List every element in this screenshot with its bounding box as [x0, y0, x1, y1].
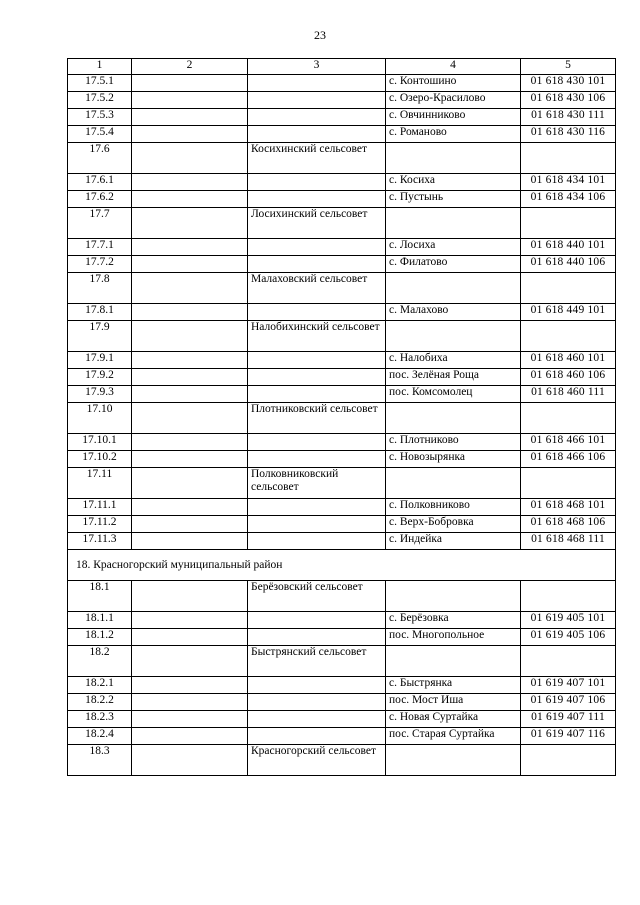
- row-number-cell: 17.5.2: [68, 92, 132, 109]
- council-name-cell: [248, 629, 386, 646]
- council-row: [68, 745, 616, 776]
- column-2-cell: [132, 273, 248, 304]
- row-number-cell: 17.5.1: [68, 75, 132, 92]
- settlement-name-cell: с. Плотниково: [386, 434, 521, 451]
- settlement-name-cell: [386, 403, 521, 434]
- okato-code-cell: 01 619 405 106: [521, 629, 616, 646]
- council-name-cell: Лосихинский сельсовет: [248, 208, 386, 239]
- council-row: [68, 581, 616, 612]
- row-number-cell: 17.11.1: [68, 499, 132, 516]
- okato-code-cell: 01 618 466 101: [521, 434, 616, 451]
- column-header-5: 5: [521, 59, 616, 75]
- table-header-row: [68, 59, 616, 75]
- settlement-row: [68, 304, 616, 321]
- settlement-name-cell: с. Овчинниково: [386, 109, 521, 126]
- okato-code-cell: 01 618 468 106: [521, 516, 616, 533]
- okato-code-cell: [521, 745, 616, 776]
- column-2-cell: [132, 369, 248, 386]
- settlement-row: [68, 386, 616, 403]
- council-name-cell: [248, 369, 386, 386]
- okato-code-cell: [521, 403, 616, 434]
- okato-code-cell: 01 618 466 106: [521, 451, 616, 468]
- okato-code-cell: [521, 646, 616, 677]
- council-name-cell: [248, 256, 386, 273]
- column-2-cell: [132, 75, 248, 92]
- okato-code-cell: [521, 143, 616, 174]
- council-row: [68, 646, 616, 677]
- row-number-cell: 17.6.2: [68, 191, 132, 208]
- settlement-name-cell: с. Филатово: [386, 256, 521, 273]
- council-row: [68, 403, 616, 434]
- column-2-cell: [132, 321, 248, 352]
- council-name-cell: [248, 126, 386, 143]
- okato-code-cell: 01 619 407 101: [521, 677, 616, 694]
- row-number-cell: 17.7.1: [68, 239, 132, 256]
- settlement-row: [68, 174, 616, 191]
- settlement-name-cell: с. Озеро-Красилово: [386, 92, 521, 109]
- settlement-row: [68, 499, 616, 516]
- row-number-cell: 18.1.2: [68, 629, 132, 646]
- settlement-name-cell: [386, 646, 521, 677]
- column-2-cell: [132, 516, 248, 533]
- settlement-name-cell: с. Пустынь: [386, 191, 521, 208]
- okato-code-cell: 01 618 434 106: [521, 191, 616, 208]
- council-name-cell: Полковниковский сельсовет: [248, 468, 386, 499]
- column-2-cell: [132, 711, 248, 728]
- okato-code-cell: 01 618 430 111: [521, 109, 616, 126]
- okato-code-cell: 01 619 407 106: [521, 694, 616, 711]
- okato-code-cell: 01 618 440 101: [521, 239, 616, 256]
- column-2-cell: [132, 174, 248, 191]
- council-row: [68, 143, 616, 174]
- row-number-cell: 18.1.1: [68, 612, 132, 629]
- okato-code-cell: 01 618 430 101: [521, 75, 616, 92]
- column-2-cell: [132, 612, 248, 629]
- row-number-cell: 17.9.1: [68, 352, 132, 369]
- council-name-cell: [248, 612, 386, 629]
- district-heading-row: [68, 550, 616, 581]
- council-name-cell: [248, 694, 386, 711]
- settlement-name-cell: с. Романово: [386, 126, 521, 143]
- settlement-row: [68, 629, 616, 646]
- settlement-name-cell: пос. Комсомолец: [386, 386, 521, 403]
- settlement-name-cell: с. Косиха: [386, 174, 521, 191]
- council-name-cell: [248, 434, 386, 451]
- row-number-cell: 17.10.1: [68, 434, 132, 451]
- council-name-cell: Косихинский сельсовет: [248, 143, 386, 174]
- okato-code-cell: [521, 208, 616, 239]
- okato-code-cell: 01 618 440 106: [521, 256, 616, 273]
- council-name-cell: [248, 75, 386, 92]
- settlement-name-cell: с. Индейка: [386, 533, 521, 550]
- column-2-cell: [132, 126, 248, 143]
- column-2-cell: [132, 499, 248, 516]
- column-2-cell: [132, 109, 248, 126]
- council-name-cell: Берёзовский сельсовет: [248, 581, 386, 612]
- settlement-name-cell: с. Налобиха: [386, 352, 521, 369]
- row-number-cell: 17.8.1: [68, 304, 132, 321]
- settlement-name-cell: [386, 581, 521, 612]
- council-name-cell: [248, 352, 386, 369]
- okato-code-cell: 01 618 460 111: [521, 386, 616, 403]
- council-name-cell: [248, 92, 386, 109]
- settlement-row: [68, 434, 616, 451]
- council-name-cell: [248, 728, 386, 745]
- settlement-row: [68, 191, 616, 208]
- council-name-cell: Малаховский сельсовет: [248, 273, 386, 304]
- settlement-row: [68, 728, 616, 745]
- settlement-name-cell: с. Берёзовка: [386, 612, 521, 629]
- column-2-cell: [132, 256, 248, 273]
- column-2-cell: [132, 451, 248, 468]
- settlement-name-cell: с. Новозырянка: [386, 451, 521, 468]
- okato-code-cell: 01 618 434 101: [521, 174, 616, 191]
- settlement-row: [68, 369, 616, 386]
- settlement-row: [68, 451, 616, 468]
- row-number-cell: 17.10: [68, 403, 132, 434]
- district-heading: 18. Красногорский муниципальный район: [68, 550, 616, 581]
- settlement-name-cell: [386, 208, 521, 239]
- settlement-row: [68, 126, 616, 143]
- council-name-cell: [248, 533, 386, 550]
- council-name-cell: [248, 109, 386, 126]
- row-number-cell: 18.2.4: [68, 728, 132, 745]
- settlement-name-cell: с. Лосиха: [386, 239, 521, 256]
- council-row: [68, 208, 616, 239]
- row-number-cell: 17.9.2: [68, 369, 132, 386]
- column-2-cell: [132, 533, 248, 550]
- row-number-cell: 17.11.2: [68, 516, 132, 533]
- council-name-cell: [248, 451, 386, 468]
- settlement-name-cell: пос. Зелёная Роща: [386, 369, 521, 386]
- row-number-cell: 17.5.3: [68, 109, 132, 126]
- okato-code-cell: 01 618 449 101: [521, 304, 616, 321]
- row-number-cell: 18.2.3: [68, 711, 132, 728]
- column-2-cell: [132, 403, 248, 434]
- settlement-row: [68, 694, 616, 711]
- settlement-name-cell: [386, 745, 521, 776]
- column-2-cell: [132, 728, 248, 745]
- okato-code-cell: 01 619 405 101: [521, 612, 616, 629]
- row-number-cell: 17.8: [68, 273, 132, 304]
- row-number-cell: 17.9: [68, 321, 132, 352]
- column-header-2: 2: [132, 59, 248, 75]
- column-2-cell: [132, 581, 248, 612]
- row-number-cell: 18.2: [68, 646, 132, 677]
- settlement-row: [68, 256, 616, 273]
- okato-code-cell: [521, 468, 616, 499]
- council-name-cell: [248, 516, 386, 533]
- council-name-cell: Плотниковский сельсовет: [248, 403, 386, 434]
- column-2-cell: [132, 694, 248, 711]
- column-2-cell: [132, 239, 248, 256]
- row-number-cell: 17.9.3: [68, 386, 132, 403]
- row-number-cell: 18.3: [68, 745, 132, 776]
- settlement-name-cell: с. Верх-Бобровка: [386, 516, 521, 533]
- page-number: 23: [314, 28, 326, 42]
- council-name-cell: [248, 304, 386, 321]
- settlements-table: [67, 58, 616, 776]
- column-2-cell: [132, 304, 248, 321]
- row-number-cell: 17.7: [68, 208, 132, 239]
- settlement-row: [68, 612, 616, 629]
- okato-code-cell: 01 618 468 111: [521, 533, 616, 550]
- settlement-row: [68, 516, 616, 533]
- okato-code-cell: [521, 581, 616, 612]
- settlement-name-cell: [386, 468, 521, 499]
- table-body: [68, 75, 616, 776]
- council-name-cell: Быстрянский сельсовет: [248, 646, 386, 677]
- settlement-name-cell: с. Контошино: [386, 75, 521, 92]
- row-number-cell: 17.7.2: [68, 256, 132, 273]
- settlement-name-cell: [386, 143, 521, 174]
- council-row: [68, 468, 616, 499]
- okato-code-cell: [521, 273, 616, 304]
- council-name-cell: [248, 386, 386, 403]
- settlement-row: [68, 239, 616, 256]
- column-2-cell: [132, 677, 248, 694]
- settlement-name-cell: пос. Мост Иша: [386, 694, 521, 711]
- settlement-name-cell: с. Новая Суртайка: [386, 711, 521, 728]
- column-2-cell: [132, 468, 248, 499]
- council-name-cell: Красногорский сельсовет: [248, 745, 386, 776]
- council-name-cell: [248, 711, 386, 728]
- row-number-cell: 17.10.2: [68, 451, 132, 468]
- column-2-cell: [132, 629, 248, 646]
- okato-code-cell: [521, 321, 616, 352]
- column-header-3: 3: [248, 59, 386, 75]
- settlement-row: [68, 352, 616, 369]
- council-row: [68, 273, 616, 304]
- column-2-cell: [132, 92, 248, 109]
- column-header-1: 1: [68, 59, 132, 75]
- okato-code-cell: 01 618 468 101: [521, 499, 616, 516]
- council-name-cell: [248, 499, 386, 516]
- row-number-cell: 18.1: [68, 581, 132, 612]
- column-2-cell: [132, 745, 248, 776]
- column-2-cell: [132, 208, 248, 239]
- column-header-4: 4: [386, 59, 521, 75]
- row-number-cell: 18.2.2: [68, 694, 132, 711]
- council-name-cell: [248, 677, 386, 694]
- column-2-cell: [132, 434, 248, 451]
- settlement-row: [68, 92, 616, 109]
- council-name-cell: [248, 191, 386, 208]
- settlement-row: [68, 677, 616, 694]
- settlement-name-cell: с. Полковниково: [386, 499, 521, 516]
- column-2-cell: [132, 386, 248, 403]
- column-2-cell: [132, 352, 248, 369]
- settlement-row: [68, 75, 616, 92]
- council-name-cell: Налобихинский сельсовет: [248, 321, 386, 352]
- row-number-cell: 18.2.1: [68, 677, 132, 694]
- settlement-row: [68, 533, 616, 550]
- settlement-name-cell: [386, 273, 521, 304]
- okato-code-cell: 01 618 460 101: [521, 352, 616, 369]
- settlement-name-cell: пос. Старая Суртайка: [386, 728, 521, 745]
- column-2-cell: [132, 143, 248, 174]
- row-number-cell: 17.11.3: [68, 533, 132, 550]
- settlement-row: [68, 109, 616, 126]
- row-number-cell: 17.11: [68, 468, 132, 499]
- okato-code-cell: 01 619 407 116: [521, 728, 616, 745]
- okato-code-cell: 01 618 460 106: [521, 369, 616, 386]
- okato-code-cell: 01 618 430 116: [521, 126, 616, 143]
- council-row: [68, 321, 616, 352]
- settlement-row: [68, 711, 616, 728]
- settlement-name-cell: с. Быстрянка: [386, 677, 521, 694]
- settlement-name-cell: [386, 321, 521, 352]
- settlement-name-cell: с. Малахово: [386, 304, 521, 321]
- okato-code-cell: 01 619 407 111: [521, 711, 616, 728]
- settlement-name-cell: пос. Многопольное: [386, 629, 521, 646]
- row-number-cell: 17.6.1: [68, 174, 132, 191]
- row-number-cell: 17.5.4: [68, 126, 132, 143]
- council-name-cell: [248, 239, 386, 256]
- column-2-cell: [132, 646, 248, 677]
- council-name-cell: [248, 174, 386, 191]
- column-2-cell: [132, 191, 248, 208]
- row-number-cell: 17.6: [68, 143, 132, 174]
- okato-code-cell: 01 618 430 106: [521, 92, 616, 109]
